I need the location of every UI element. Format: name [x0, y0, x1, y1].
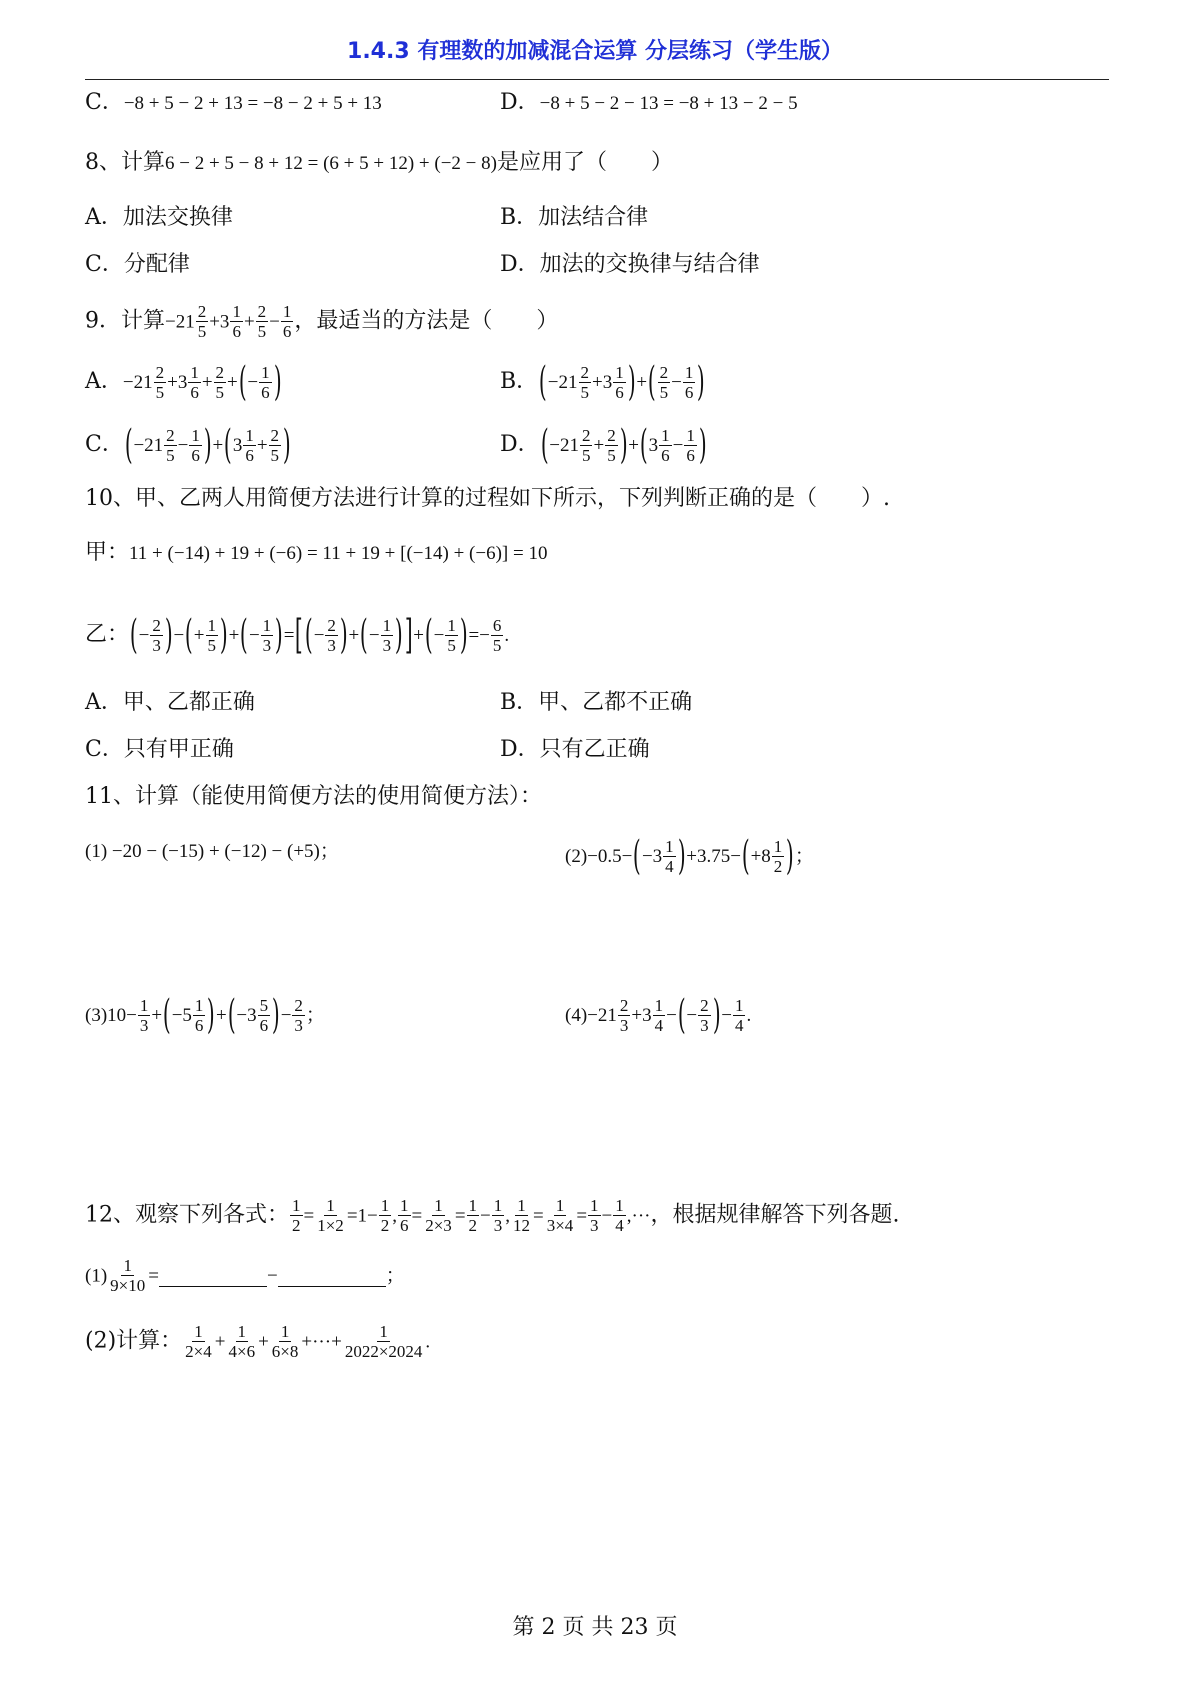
page-header-title: 1.4.3 有理数的加减混合运算 分层练习（学生版） [347, 39, 843, 64]
q7-option-d: D．−8 + 5 − 2 − 13 = −8 + 13 − 2 − 5 [500, 90, 798, 115]
q11-stem: 11、计算（能使用简便方法的使用简便方法）： [85, 784, 542, 809]
q8-option-b: B．加法结合律 [500, 205, 649, 230]
q11-part-1: (1) −20 − (−15) + (−12) − (+5)； [85, 841, 339, 862]
q10-option-d: D．只有乙正确 [500, 737, 650, 762]
q8-stem: 8、计算6 − 2 + 5 − 8 + 12 = (6 + 5 + 12) + (−2 − 8)是应用了（ ） [85, 150, 673, 175]
q9-option-c: C．(−21 $\frac{2}{5}$ − $\frac{1}{6}$ )+(3 $\frac{1}{6}$ + $\frac{2}{5}$ ) [85, 422, 291, 468]
q11-part-3: (3)10− $\frac{1}{3}$ +(−5 $\frac{1}{6}$ )+(−3 $\frac{5}{6}$ )− $\frac{2}{3}$ ； [85, 992, 325, 1038]
q12-stem: 12、观察下列各式： $\frac{1}{2}$ = $\frac{1}{1\times 2}$ =1− $\frac{1}{2}$ , $\frac{1}{6}$ = $\frac{1}{2\times 3}$ = $\frac{1}{2}$ − $\frac{1}{3}$ , $\frac{1}{12}$ = $\frac{1}{3\times 4}$ = $\frac{1}{3}$ − $\frac{1}{4}$ ,···，根据规律解答下列各题. [85, 1196, 900, 1235]
q10-option-c: C．只有甲正确 [85, 737, 234, 762]
q8-option-c: C．分配律 [85, 252, 190, 277]
q12-part-1: (1) $\frac{1}{9\times 10}$ = − ； [85, 1256, 405, 1295]
q10-yi: 乙：(− $\frac{2}{3}$ )−(+ $\frac{1}{5}$ )+(− $\frac{1}{3}$ )=[(− $\frac{2}{3}$ )+(− $\frac{1}{3}$ )]+(− $\frac{1}{5}$ )=− $\frac{6}{5}$ . [85, 612, 510, 658]
q9-stem: 9．计算−21 $\frac{2}{5}$ +3 $\frac{1}{6}$ + $\frac{2}{5}$ − $\frac{1}{6}$ ，最适当的方法是（ ） [85, 302, 559, 341]
header-divider [85, 79, 1109, 80]
answer-blank-1[interactable] [159, 1264, 267, 1287]
q10-option-b: B．甲、乙都不正确 [500, 690, 693, 715]
q11-part-4: (4)−21 $\frac{2}{3}$ +3 $\frac{1}{4}$ −(− $\frac{2}{3}$ )− $\frac{1}{4}$ . [565, 992, 752, 1038]
answer-blank-2[interactable] [278, 1264, 386, 1287]
q9-option-b: B．(−21 $\frac{2}{5}$ +3 $\frac{1}{6}$ )+( $\frac{2}{5}$ − $\frac{1}{6}$ ) [500, 359, 706, 405]
q12-part-2: (2)计算： $\frac{1}{2\times 4}$ + $\frac{1}{4\times 6}$ + $\frac{1}{6\times 8}$ +···+ $\frac{1}{2022\times 2024}$ . [85, 1322, 431, 1361]
q9-option-d: D．(−21 $\frac{2}{5}$ + $\frac{2}{5}$ )+(3 $\frac{1}{6}$ − $\frac{1}{6}$ ) [500, 422, 707, 468]
q8-option-a: A．加法交换律 [85, 205, 233, 230]
q11-part-2: (2)−0.5−(−3 $\frac{1}{4}$ )+3.75−(+8 $\frac{1}{2}$ )； [565, 833, 814, 879]
q10-stem: 10、甲、乙两人用简便方法进行计算的过程如下所示，下列判断正确的是（ ）. [85, 486, 890, 511]
q7-option-c: C．−8 + 5 − 2 + 13 = −8 − 2 + 5 + 13 [85, 90, 382, 115]
q10-option-a: A．甲、乙都正确 [85, 690, 255, 715]
q9-option-a: A．−21 $\frac{2}{5}$ +3 $\frac{1}{6}$ + $\frac{2}{5}$ +(− $\frac{1}{6}$ ) [85, 359, 282, 405]
page-footer: 第 2 页 共 23 页 [512, 1615, 678, 1640]
q8-option-d: D．加法的交换律与结合律 [500, 252, 760, 277]
q10-jia: 甲：11 + (−14) + 19 + (−6) = 11 + 19 + [(−14) + (−6)] = 10 [85, 540, 548, 565]
